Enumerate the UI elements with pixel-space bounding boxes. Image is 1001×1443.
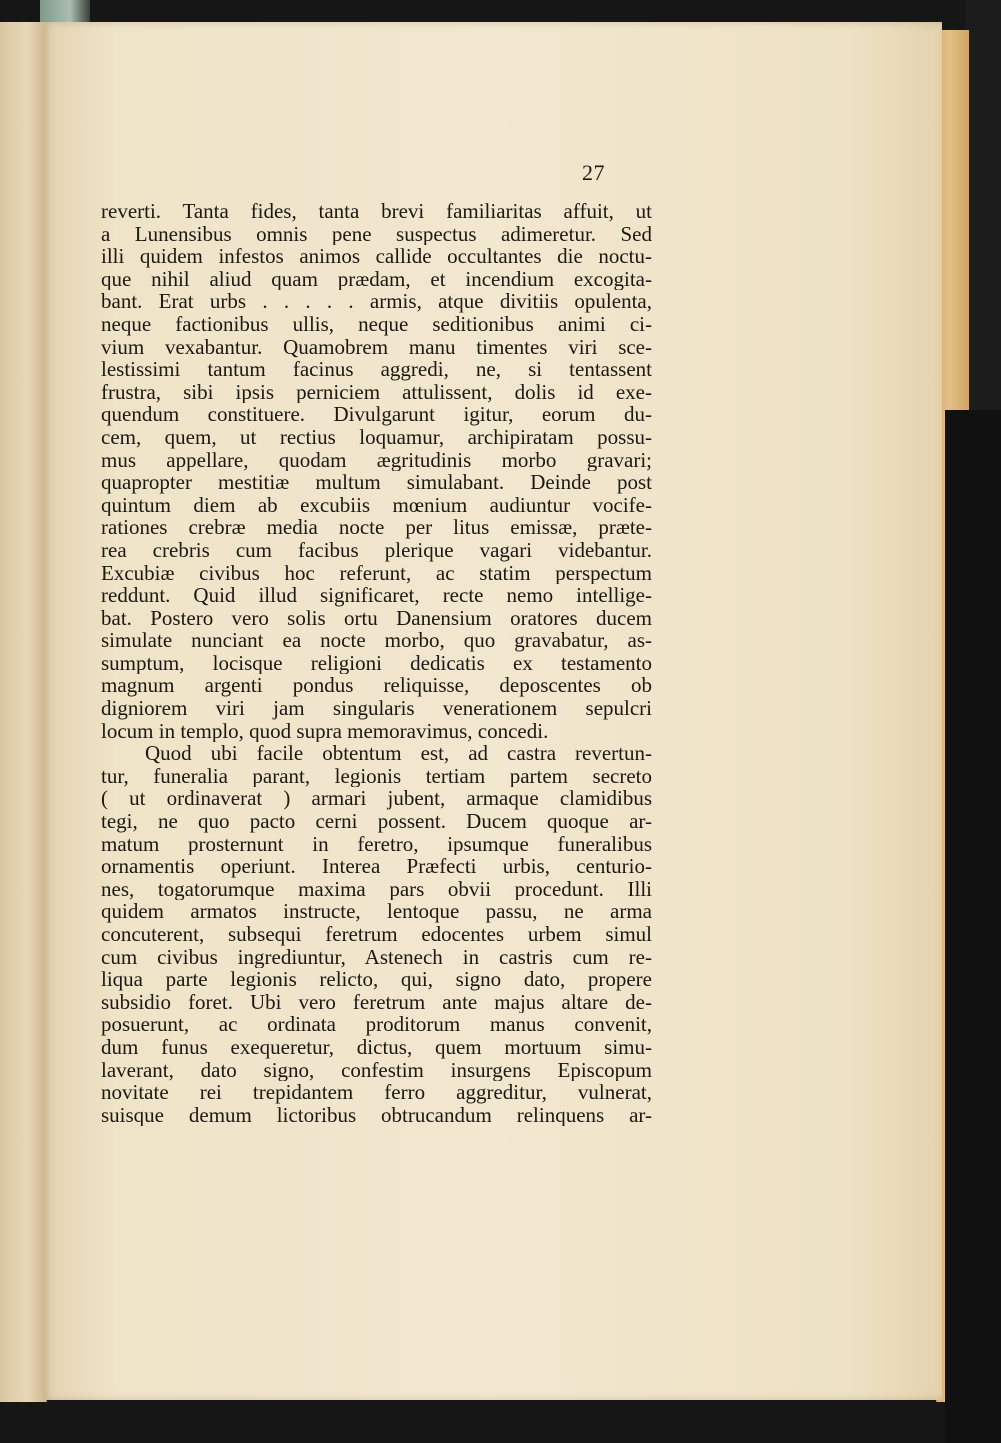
text-line: ( ut ordinaverat ) armari jubent, armaque clamidibus: [101, 787, 652, 811]
text-line: reddunt. Quid illud significaret, recte nemo intellige-: [101, 584, 652, 607]
text-line: rationes crebræ media nocte per litus emissæ, præte-: [101, 516, 652, 539]
text-line: tur, funeralia parant, legionis tertiam partem secreto: [101, 764, 652, 788]
scan-background: [966, 0, 1001, 420]
text-line: nes, togatorumque maxima pars obvii procedunt. Illi: [101, 877, 652, 901]
text-line: vium vexabantur. Quamobrem manu timentes viri sce-: [101, 335, 652, 359]
text-line: locum in templo, quod supra memoravimus, concedi.: [101, 719, 549, 743]
text-line: simulate nunciant ea nocte morbo, quo gravabatur, as-: [101, 629, 652, 652]
text-line: quidem armatos instructe, lentoque passu, ne arma: [101, 900, 652, 923]
text-line: rea crebris cum facibus plerique vagari videbantur.: [101, 538, 652, 562]
text-line: laverant, dato signo, confestim insurgens Episcopum: [101, 1058, 652, 1082]
text-line: liqua parte legionis relicto, qui, signo dato, propere: [101, 968, 652, 991]
text-line: subsidio foret. Ubi vero feretrum ante majus altare de-: [101, 990, 652, 1014]
text-line: reverti. Tanta fides, tanta brevi familiaritas affuit, ut: [101, 200, 652, 223]
text-line: suisque demum lictoribus obtrucandum relinquens ar-: [101, 1103, 652, 1127]
page-number: 27: [582, 160, 605, 185]
text-line: Excubiæ civibus hoc referunt, ac statim perspectum: [101, 561, 652, 585]
text-line: novitate rei trepidantem ferro aggreditur, vulnerat,: [101, 1081, 652, 1104]
text-line: dum funus exequeretur, dictus, quem mortuum simu-: [101, 1035, 652, 1059]
text-line: mus appellare, quodam ægritudinis morbo gravari;: [101, 448, 652, 472]
text-line: matum prosternunt in feretro, ipsumque funeralibus: [101, 832, 652, 856]
text-line: Quod ubi facile obtentum est, ad castra revertun-: [145, 742, 652, 765]
previous-leaf-edge: [0, 22, 47, 1402]
text-line: concuterent, subsequi feretrum edocentes urbem simul: [101, 923, 652, 946]
text-line: illi quidem infestos animos callide occultantes die noctu-: [101, 245, 652, 268]
text-line: sumptum, locisque religioni dedicatis ex testamento: [101, 651, 652, 675]
text-line: magnum argenti pondus reliquisse, deposcentes ob: [101, 674, 652, 698]
text-line: quendum constituere. Divulgarunt igitur, eorum du-: [101, 403, 652, 426]
text-line: digniorem viri jam singularis venerationem sepulcri: [101, 697, 652, 720]
text-line: a Lunensibus omnis pene suspectus adimeretur. Sed: [101, 222, 652, 246]
text-line: quintum diem ab excubiis mœnium audiuntur vocife-: [101, 493, 652, 517]
text-line: tegi, ne quo pacto cerni possent. Ducem quoque ar-: [101, 810, 652, 833]
text-line: que nihil aliud quam prædam, et incendium excogita-: [101, 267, 652, 291]
text-line: bat. Postero vero solis ortu Danensium oratores ducem: [101, 606, 652, 630]
text-line: cem, quem, ut rectius loquamur, archipiratam possu-: [101, 425, 652, 449]
text-line: quapropter mestitiæ multum simulabant. Deinde post: [101, 471, 652, 494]
body-text: [101, 200, 652, 1126]
text-line: ornamentis operiunt. Interea Præfecti urbis, centurio-: [101, 855, 652, 878]
scan-background-right: [945, 410, 1001, 1443]
text-line: frustra, sibi ipsis perniciem attulissent, dolis id exe-: [101, 380, 652, 404]
text-line: posuerunt, ac ordinata proditorum manus convenit,: [101, 1013, 652, 1036]
text-line: lestissimi tantum facinus aggredi, ne, si tentassent: [101, 358, 652, 381]
text-line: neque factionibus ullis, neque seditionibus animi ci-: [101, 312, 652, 336]
text-line: cum civibus ingrediuntur, Astenech in castris cum re-: [101, 945, 652, 969]
text-line: bant. Erat urbs . . . . . armis, atque divitiis opulenta,: [101, 290, 652, 313]
